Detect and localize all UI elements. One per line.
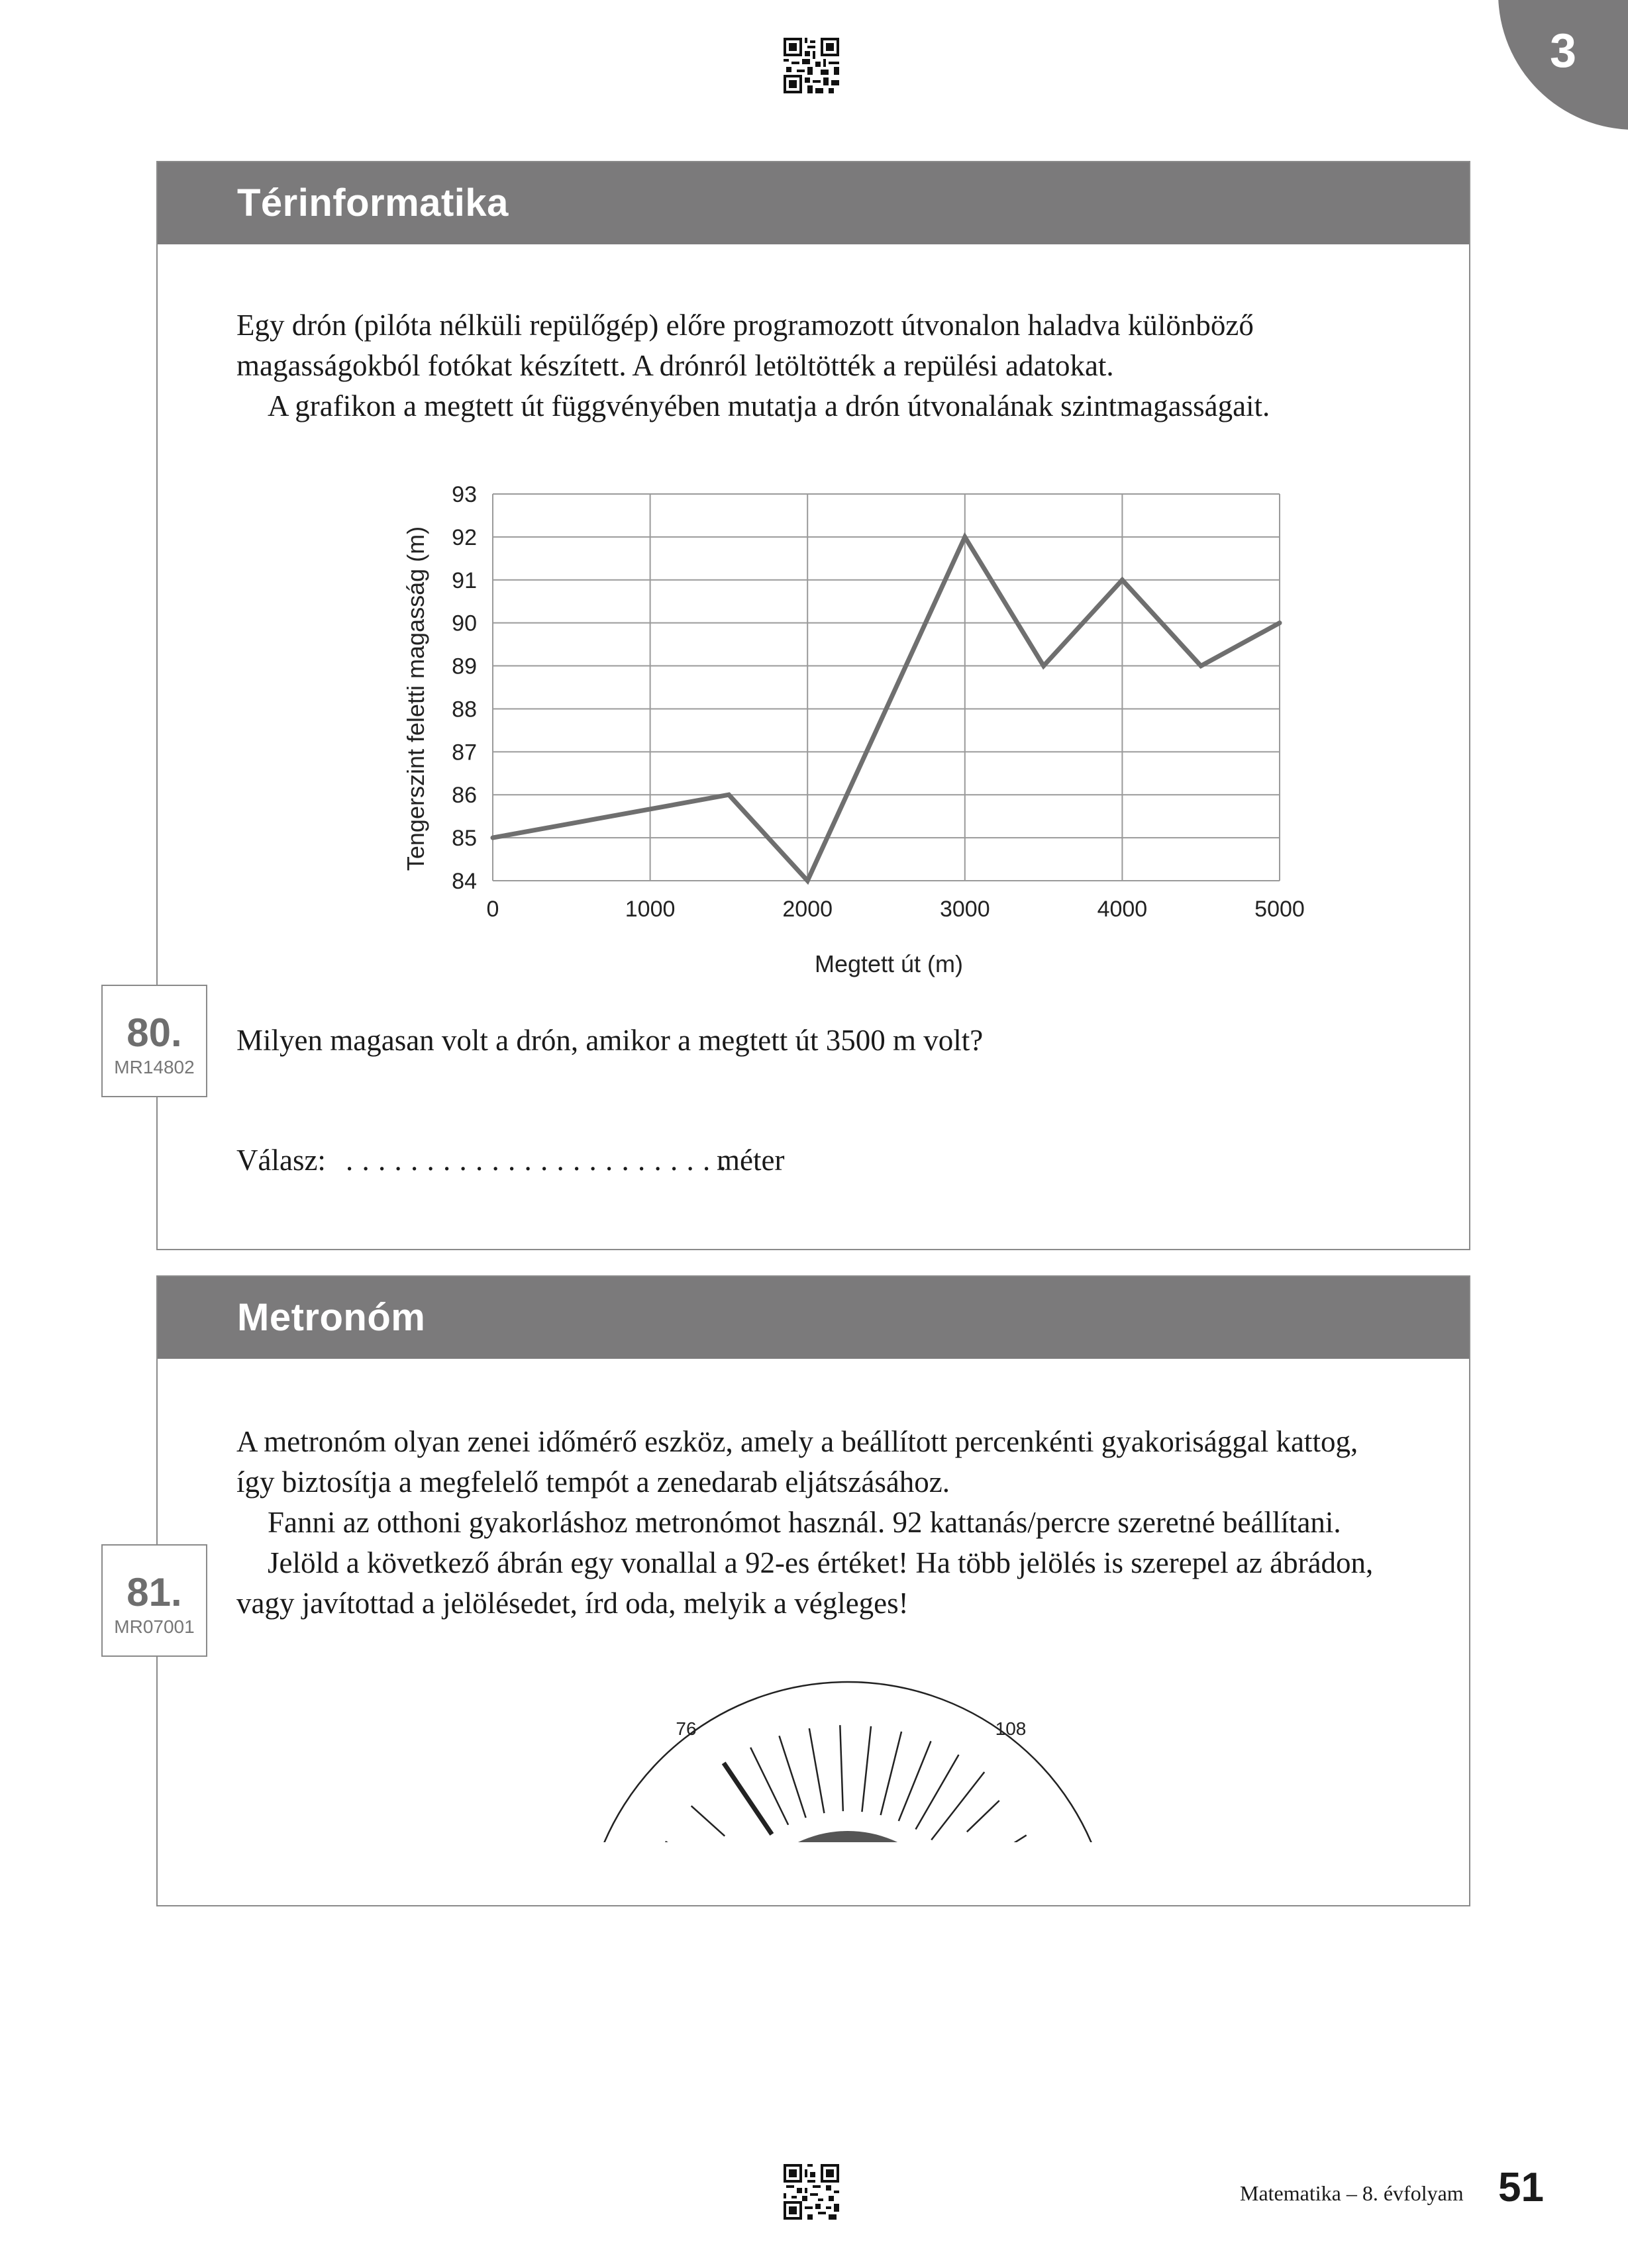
data-point xyxy=(1120,577,1125,582)
task-number-badge xyxy=(101,1544,207,1657)
x-tick-label: 3000 xyxy=(939,897,990,922)
dial-hub xyxy=(732,1831,964,1842)
data-point xyxy=(1041,664,1046,668)
y-tick-label: 86 xyxy=(452,783,477,809)
dial-label-left: 76 xyxy=(676,1718,697,1739)
x-tick-label: 1000 xyxy=(625,897,676,922)
task-number: 81. xyxy=(127,1570,182,1614)
qr-code-icon xyxy=(784,38,839,93)
dial-tick xyxy=(899,1741,931,1821)
x-tick-label: 5000 xyxy=(1254,897,1305,922)
task-header xyxy=(158,1277,1469,1359)
task-header xyxy=(158,162,1469,244)
altitude-line-chart xyxy=(371,464,1325,993)
task-title: Térinformatika xyxy=(237,181,509,224)
dial-tick xyxy=(967,1800,999,1832)
task-number-badge xyxy=(101,985,207,1097)
dial-tick xyxy=(691,1806,725,1836)
task-title: Metronóm xyxy=(237,1296,426,1339)
dial-label-right: 108 xyxy=(995,1718,1027,1739)
dial-tick xyxy=(724,1763,772,1834)
metronome-dial[interactable] xyxy=(570,1669,1126,1842)
intro-line: magasságokból fotókat készített. A drónról letöltötték a repülési adatokat. xyxy=(236,349,1114,382)
dial-tick xyxy=(931,1772,984,1840)
dial-ticks xyxy=(648,1725,1048,1842)
chart-grid xyxy=(493,494,1280,881)
y-tick-label: 89 xyxy=(452,654,477,679)
task-code: MR14802 xyxy=(114,1057,195,1077)
data-point xyxy=(1199,664,1203,668)
data-point xyxy=(491,836,495,840)
dial-tick xyxy=(988,1835,1027,1842)
intro-line: Fanni az otthoni gyakorláshoz metronómot használ. 92 kattanás/percre szeretné beállítani. xyxy=(268,1506,1341,1539)
intro-line: vagy javítottad a jelölésedet, írd oda, melyik a végleges! xyxy=(236,1587,909,1620)
x-tick-label: 2000 xyxy=(782,897,833,922)
dial-tick xyxy=(862,1726,871,1812)
task-code: MR07001 xyxy=(114,1616,195,1637)
question-text: Milyen magasan volt a drón, amikor a megtett út 3500 m volt? xyxy=(236,1024,984,1057)
y-axis-label: Tengerszint feletti magasság (m) xyxy=(402,526,429,871)
dial-tick xyxy=(809,1728,825,1813)
intro-line: A grafikon a megtett út függvényében mutatja a drón útvonalának szintmagasságait. xyxy=(268,389,1270,422)
answer-label: Válasz: xyxy=(236,1144,326,1177)
data-point xyxy=(805,879,810,883)
dial-tick xyxy=(881,1732,901,1815)
data-point xyxy=(727,793,731,797)
intro-line: így biztosítja a megfelelő tempót a zenedarab eljátszásához. xyxy=(236,1465,950,1499)
dial-tick xyxy=(779,1736,805,1818)
y-tick-label: 84 xyxy=(452,869,477,894)
data-point xyxy=(1278,620,1282,625)
answer-unit: méter xyxy=(717,1144,785,1177)
y-tick-label: 85 xyxy=(452,826,477,852)
y-tick-label: 88 xyxy=(452,697,477,722)
intro-line: Egy drón (pilóta nélküli repülőgép) előre programozott útvonalon haladva különböző xyxy=(236,309,1254,342)
y-tick-label: 87 xyxy=(452,740,477,765)
y-tick-label: 90 xyxy=(452,611,477,636)
data-point xyxy=(962,534,967,539)
task-number: 80. xyxy=(127,1011,182,1055)
page-number: 51 xyxy=(1498,2165,1544,2210)
x-axis-label: Megtett út (m) xyxy=(814,950,964,977)
answer-blank[interactable]: . . . . . . . . . . . . . . . . . . . . . . . . xyxy=(346,1144,727,1177)
dial-tick xyxy=(840,1725,843,1811)
x-tick-label: 0 xyxy=(486,897,499,922)
dial-tick xyxy=(916,1755,959,1830)
intro-line: Jelöld a következő ábrán egy vonallal a 92-es értéket! Ha több jelölés is szerepel az ábrádon, xyxy=(268,1546,1374,1579)
x-tick-label: 4000 xyxy=(1097,897,1148,922)
qr-code-icon xyxy=(784,2164,839,2220)
y-tick-labels xyxy=(452,482,477,894)
footer-subject: Matematika – 8. évfolyam xyxy=(1240,2181,1464,2205)
y-tick-label: 93 xyxy=(452,482,477,507)
y-tick-label: 91 xyxy=(452,567,477,593)
y-tick-label: 92 xyxy=(452,524,477,550)
dial-outer-arc xyxy=(591,1682,1105,1842)
intro-line: A metronóm olyan zenei időmérő eszköz, amely a beállított percenkénti gyakorisággal kattog, xyxy=(236,1425,1358,1458)
chapter-number: 3 xyxy=(1550,25,1577,77)
x-tick-labels xyxy=(487,897,1305,922)
